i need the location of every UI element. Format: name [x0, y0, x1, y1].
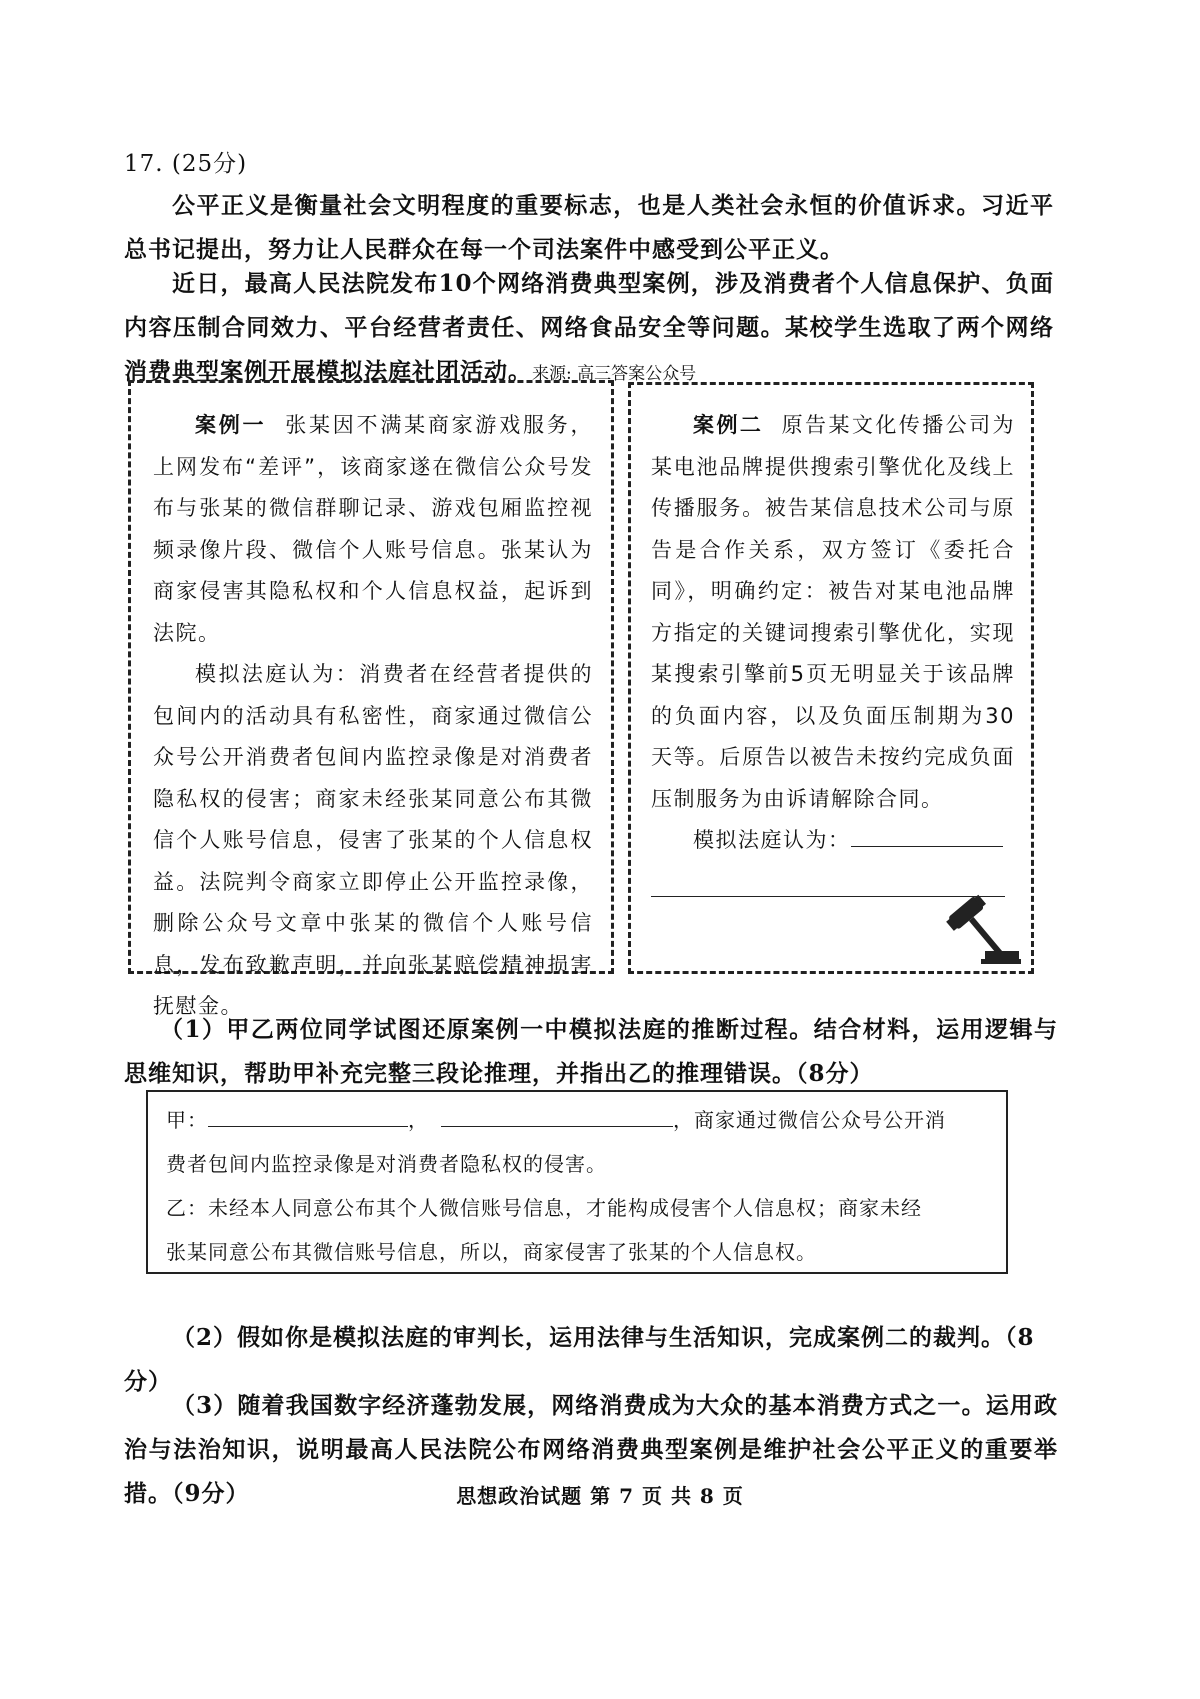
intro-paragraph-1: 公平正义是衡量社会文明程度的重要标志，也是人类社会永恒的价值诉求。习近平总书记提出，努力让人民群众在每一个司法案件中感受到公平正义。 — [124, 192, 1054, 263]
ruling-answer-line-1[interactable] — [851, 846, 1003, 847]
yi-line-1: 乙：未经本人同意公布其个人微信账号信息，才能构成侵害个人信息权；商家未经 — [166, 1196, 922, 1220]
gavel-icon — [941, 893, 1021, 965]
question-number: 17. (25分) — [124, 151, 248, 177]
case-one-ruling: 模拟法庭认为：消费者在经营者提供的包间内的活动具有私密性，商家通过微信公众号公开消费者包间内监控录像是对消费者隐私权的侵害；商家未经张某同意公布其微信个人账号信息，侵害了张某的个人信息权益。法院判令商家立即停止公开监控录像，删除公众号文章中张某的微信个人账号信息，发布致歉声明，并向张某赔偿精神损害抚慰金。 — [153, 662, 593, 1018]
ruling-answer-line-2[interactable] — [651, 862, 1005, 897]
case-one-facts: 案例一 张某因不满某商家游戏服务，上网发布“差评”，该商家遂在微信公众号发布与张某的微信群聊记录、游戏包厢监控视频录像片段、微信个人账号信息。张某认为商家侵害其隐私权和个人信息权益，起诉到法院。 — [153, 413, 594, 645]
jia-line-2: 费者包间内监控录像是对消费者隐私权的侵害。 — [166, 1152, 607, 1176]
case-two-title: 案例二 — [693, 413, 764, 437]
page-footer: 思想政治试题 第 7 页 共 8 页 — [456, 1484, 744, 1508]
jia-premise-blank-2[interactable] — [441, 1126, 673, 1127]
source-note: 来源: 高三答案公众号 — [532, 364, 697, 384]
case-one-box — [128, 380, 614, 1018]
case-two-box — [628, 382, 1034, 974]
intro-paragraph-2: 近日，最高人民法院发布10个网络消费典型案例，涉及消费者个人信息保护、负面内容压制合同效力、平台经营者责任、网络食品安全等问题。某校学生选取了两个网络消费典型案例开展模拟法庭社团活动。来源: 高三答案公众号 — [124, 270, 1054, 385]
syllogism-answer-box — [146, 1090, 1008, 1274]
case-one-title: 案例一 — [195, 413, 267, 437]
sub-question-3: （3）随着我国数字经济蓬勃发展，网络消费成为大众的基本消费方式之一。运用政治与法治知识，说明最高人民法院公布网络消费典型案例是维护社会公平正义的重要举措。（9分） — [124, 1392, 1058, 1507]
jia-line-1: 甲： ， ，商家通过微信公众号公开消 — [166, 1108, 946, 1132]
case-two-ruling-prompt: 模拟法庭认为： — [651, 820, 1015, 862]
yi-line-2: 张某同意公布其微信账号信息，所以，商家侵害了张某的个人信息权。 — [166, 1240, 817, 1264]
sub-question-1: （1）甲乙两位同学试图还原案例一中模拟法庭的推断过程。结合材料，运用逻辑与思维知识，帮助甲补充完整三段论推理，并指出乙的推理错误。（8分） — [124, 1016, 1058, 1087]
jia-premise-blank-1[interactable] — [208, 1126, 408, 1127]
sub-question-2: （2）假如你是模拟法庭的审判长，运用法律与生活知识，完成案例二的裁判。（8分） — [124, 1324, 1035, 1395]
case-two-facts: 案例二 原告某文化传播公司为某电池品牌提供搜索引擎优化及线上传播服务。被告某信息技术公司与原告是合作关系，双方签订《委托合同》，明确约定：被告对某电池品牌方指定的关键词搜索引擎优化，实现某搜索引擎前5页无明显关于该品牌的负面内容，以及负面压制期为30天等。后原告以被告未按约完成负面压制服务为由诉请解除合同。 — [651, 413, 1016, 811]
